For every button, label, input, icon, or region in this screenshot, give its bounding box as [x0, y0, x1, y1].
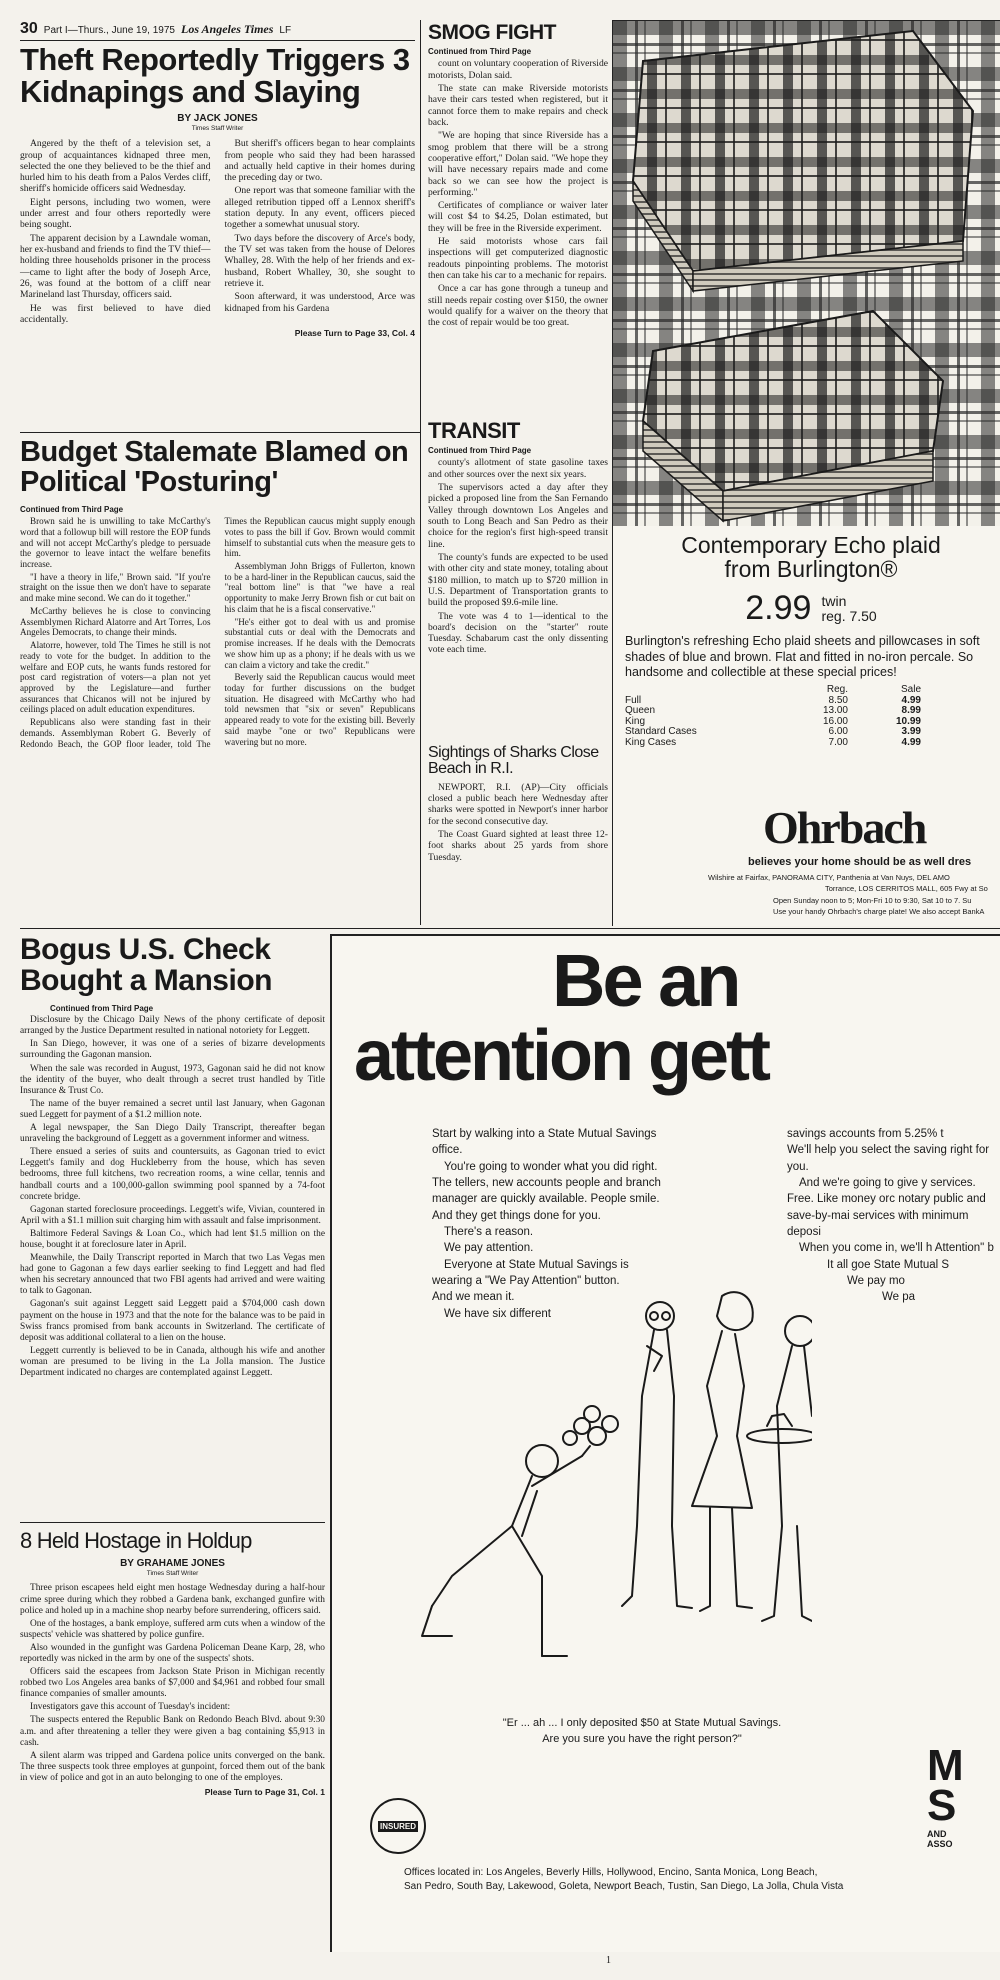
sm-right-paragraph: It all goe State Mutual S [827, 1258, 950, 1271]
ad-price-row: Queen 13.00 8.99 [625, 705, 921, 717]
hostage-article [20, 1530, 325, 1797]
ad-price-block [625, 589, 997, 628]
sm-right-paragraph: savings accounts from 5.25% t [787, 1128, 944, 1140]
budget-paragraph: Brown said he is unwilling to take McCarthy's word that a followup bill will restore the EOP funds and will not accept McCarthy's pledge to persuade the governor to leave intact the welfare benefits increase. [20, 516, 211, 570]
bogus-paragraph: Gagonan's suit against Leggett said Leggett paid a $704,000 cash down payment on the house in 1973 and that the note for the balance was to be paid in Swiss francs promised from bank accounts in Switzerland. The certificate of deposit was additional collateral to a lien on the house. [20, 1299, 325, 1343]
sharks-paragraph: The Coast Guard sighted at least three 12-foot sharks about 25 yards from shore Tuesday. [428, 828, 608, 863]
transit-article [428, 420, 608, 658]
plaid-sheets-illustration [613, 21, 1000, 526]
bogus-paragraph: Gagonan started foreclosure proceedings. Leggett's wife, Vivian, countered in April with a $1.1 million suit charging him with assault and false imprisonment. [20, 1204, 325, 1226]
offices-line-1: Offices located in: Los Angeles, Beverly Hills, Hollywood, Encino, Santa Monica, Long Beach, [404, 1867, 818, 1878]
theft-paragraph: He was first believed to have died accidentally. [20, 302, 211, 325]
insured-badge [370, 1798, 426, 1854]
hostage-headline: 8 Held Hostage in Holdup [20, 1528, 252, 1553]
transit-body [428, 457, 608, 655]
budget-body [20, 516, 415, 749]
logo-letters: MS [927, 1746, 964, 1830]
paper-name: Los Angeles Times [180, 22, 274, 36]
transit-paragraph: The county's funds are expected to be used with other city and state money, totaling about $180 million, to match up to $720 million in U.S. Department of Transportation grants to build the proposed $9.6-mile line. [428, 551, 608, 609]
bogus-paragraph: In San Diego, however, it was one of a series of bizarre developments surrounding the Gagonan mansion. [20, 1039, 325, 1061]
bogus-paragraph: Leggett currently is believed to be in Canada, although his wife and another woman are presumed to be living in the La Jolla mansion. The Justice Department indicated no charges are contemplated against Leggett. [20, 1345, 325, 1378]
sharks-paragraph: NEWPORT, R.I. (AP)—City officials closed a public beach here Wednesday after sharks were spotted in Newport's inner harbor for the second consecutive day. [428, 781, 608, 827]
ohrbach-hours: Open Sunday noon to 5; Mon-Fri 10 to 9:30, Sat 10 to 7. Su [773, 896, 972, 905]
smog-paragraph: He said motorists whose cars fail inspections will get computerized diagnostic readouts pinpointing problems. The motorist then can take his car to a mechanic for repairs. [428, 236, 608, 282]
col-reg-label: Reg. [826, 684, 848, 696]
smog-paragraph: Once a car has gone through a tuneup and still needs repair costing over $150, the owner would qualify for a waiver on the theory that the cost of repair would be too great. [428, 283, 608, 329]
ad-title-line-1: Contemporary Echo plaid [681, 532, 941, 558]
ad-size: twin [821, 593, 847, 610]
theft-paragraph: Angered by the theft of a television set, a group of acquaintances kidnaped three men, selected the one they believed to be the thief and hurled him to his death from a Palos Verdes cliff, sheriff's homicide officers said Wednesday. [20, 138, 211, 195]
ad-price-header [625, 685, 925, 696]
ohrbach-stores-1: Wilshire at Fairfax, PANORAMA CITY, Panthenia at Van Nuys, DEL AMO [708, 873, 950, 882]
smog-paragraph: The state can make Riverside motorists have their cars tested when registered, but it cannot force them to make repairs and check back. [428, 83, 608, 128]
theft-byline-role: Times Staff Writer [191, 125, 244, 133]
sm-left-paragraph: We have six different [444, 1307, 551, 1320]
ad-title-line-2: from Burlington® [724, 556, 898, 583]
hostage-paragraph: Officers said the escapees from Jackson State Prison in Michigan recently robbed two Los Angeles area banks of $7,000 and $4,961 and robbed four small finance companies of smaller amounts. [20, 1667, 325, 1700]
budget-paragraph: "He's either got to deal with us and promise substantial cuts or deal with the Democrats and promise increases. If he deals with the Democrats we show him up as a phony; if he deals with us we can claim a victory and take the credit." [224, 616, 415, 670]
sm-left-paragraph: And we mean it. [432, 1291, 515, 1304]
statemutual-right-copy [787, 1126, 1000, 1306]
bogus-body [20, 1015, 325, 1379]
masthead-info: Part I—Thurs., June 19, 1975 [43, 25, 175, 36]
caption-line-1: "Er ... ah ... I only deposited $50 at State Mutual Savings. [502, 1717, 782, 1729]
ohrbach-logo: Ohrbach [763, 802, 926, 853]
ohrbach-tagline: believes your home should be as well dres [748, 856, 972, 868]
sm-right-paragraph: We pay mo [847, 1274, 905, 1287]
budget-paragraph: Assemblyman John Briggs of Fullerton, known to be a hard-liner in the Republican caucus, said the "real bottom line" is that "we have a real opportunity to make Jerry Brown fish or cut bait on his claim that he is a fiscal conservative." [224, 561, 415, 614]
sm-right-paragraph: And we're going to give y services. Free. Like money orc notary public and save-by-mai services with minimum deposi [787, 1176, 986, 1238]
sharks-article [428, 745, 608, 865]
theft-headline: Theft Reportedly Triggers 3 Kidnapings and Slaying [20, 42, 410, 109]
bogus-paragraph: Baltimore Federal Savings & Loan Co., which had lent $1.5 million on the house, bought it at foreclosure later in April. [20, 1228, 325, 1250]
theft-article [20, 44, 415, 338]
sm-left-paragraph: Start by walking into a State Mutual Savings office. [432, 1128, 657, 1157]
ohrbach-charge: Use your handy Ohrbach's charge plate! We also accept BankA [773, 907, 985, 916]
theft-paragraph: The apparent decision by a Lawndale woman, her ex-husband and friends to find the TV thief—holding three households prisoner in the process—came to light after the body of Joseph Arce, 26, was found at the bottom of a cliff near Marineland last Thursday, officers said. [20, 232, 211, 301]
hostage-jump-line: Please Turn to Page 31, Col. 1 [204, 1787, 325, 1798]
transit-paragraph: county's allotment of state gasoline taxes and other sources over the next six years. [428, 457, 608, 480]
sharks-headline: Sightings of Sharks Close Beach in R.I. [428, 744, 599, 778]
ohrbach-stores-2: Torrance, LOS CERRITOS MALL, 605 Fwy at So [825, 884, 988, 893]
smog-article [428, 22, 608, 331]
smog-headline: SMOG FIGHT [428, 21, 556, 44]
sharks-body [428, 782, 608, 863]
bogus-headline: Bogus U.S. Check Bought a Mansion [20, 933, 272, 997]
sm-left-paragraph: You're going to wonder what you did right. The tellers, new accounts people and branch manager are quickly available. People smile. And they get things done for you. [432, 1160, 661, 1222]
theft-paragraph: Two days before the discovery of Arce's body, the TV set was taken from the house of Delores Whalley, 28. With the help of her friends and ex-husband, Robert Whalley, 30, she sought to retrieve it. [224, 232, 415, 289]
theft-paragraph: Eight persons, including two women, were under arrest and four others reportedly were being sought. [20, 196, 211, 231]
transit-headline: TRANSIT [428, 418, 520, 443]
ad-reg-price: reg. 7.50 [821, 607, 877, 624]
statemutual-logo [927, 1746, 1000, 1849]
ad-price-row: King Cases 7.00 4.99 [625, 736, 921, 748]
cartoon-illustration [392, 1276, 812, 1696]
ad-price-row: King 16.00 10.99 [625, 715, 921, 727]
sm-right-paragraph: When you come in, we'll h Attention" b [799, 1242, 994, 1255]
statemutual-headline-1: Be an [552, 939, 739, 1022]
page-number: 30 [20, 20, 38, 37]
bogus-paragraph: There ensued a series of suits and countersuits, as Gagonan tried to evict Leggett's family and dog Huckleberry from the house, which has seven bedrooms, three full kitchens, two recreation rooms, a wine cellar, tennis and handball courts and a 100,000-gallon swimming pool spanned by a 74-foot concrete bridge. [20, 1147, 325, 1202]
ohrbach-ad-copy [625, 533, 997, 748]
plaid-bedding-photo [613, 21, 1000, 526]
hostage-paragraph: Investigators gave this account of Tuesday's incident: [30, 1702, 231, 1713]
ad-price-row: Standard Cases 6.00 3.99 [625, 726, 921, 738]
budget-paragraph: "I have a theory in life," Brown said. "If you're straight on the issue then we don't have to separate and make mine second. We can do it together." [20, 571, 211, 604]
statemutual-offices [404, 1866, 994, 1893]
edition: LF [279, 25, 292, 36]
budget-headline: Budget Stalemate Blamed on Political 'Posturing' [20, 436, 409, 498]
budget-paragraph: Beverly said the Republican caucus would meet today for further discussions on the budget situation. He disagreed with McCarthy who had told newsmen that "six or seven" Republicans appeared ready to vote for the existing bill. Beverly said maybe "one or two" Republicans were wavering but no more. [224, 672, 415, 747]
ad-price-table [625, 685, 925, 748]
statemutual-headline-2: attention gett [354, 1016, 768, 1096]
theft-byline: BY JACK JONES [177, 113, 258, 125]
bogus-paragraph: Disclosure by the Chicago Daily News of the phony certificate of deposit arranged by the Justice Department resulted in national notoriety for Leggett. [20, 1015, 325, 1037]
smog-body [428, 58, 608, 328]
statemutual-caption [412, 1716, 872, 1748]
ad-description: Burlington's refreshing Echo plaid sheets and pillowcases in soft shades of blue and brown. Flat and fitted in no-iron percale. So handsome and collectible at these special prices! [625, 634, 980, 679]
budget-paragraph: Republicans also were standing fast in their demands. Assemblyman Robert G. Beverly of Redondo Beach, the GOP floor leader, told The Times the Republican caucus might supply enough votes to pass the bill if Gov. Brown would commit himself to substantial cuts when the measure gets to him. [20, 516, 415, 749]
logo-small-1: AND [927, 1829, 947, 1840]
bogus-paragraph: The name of the buyer remained a secret until last January, when Gagonan sued Leggett for payment of a $1.2 million note. [20, 1098, 325, 1120]
bogus-paragraph: Meanwhile, the Daily Transcript reported in March that two Las Vegas men had gone to Gagonan a few days earlier seeking to find Leggett and had fled when his secretary announced that two FBI agents had arrived and were waiting to talk to Gagonan. [20, 1253, 325, 1297]
bogus-article [20, 935, 325, 1381]
sm-left-paragraph: We pay attention. [444, 1242, 534, 1255]
sm-left-paragraph: There's a reason. [444, 1225, 534, 1238]
ohrbach-ad [612, 20, 1000, 926]
hostage-paragraph: One of the hostages, a bank employe, suffered arm cuts when a window of the suspects' vehicle was shattered by police gunfire. [20, 1618, 325, 1640]
smog-continued: Continued from Third Page [428, 47, 532, 57]
budget-paragraph: McCarthy believes he is close to convincing Assemblymen Richard Alatorre and Art Torres, Los Angeles Democrats, to change their minds. [20, 605, 211, 638]
transit-paragraph: The supervisors acted a day after they picked a proposed line from the San Fernando Valley through downtown Los Angeles and south to Long Beach and San Pedro as their choice for the region's first high-speed transit line. [428, 482, 608, 550]
insured-badge-label: INSURED [379, 1821, 416, 1831]
budget-article [20, 438, 415, 749]
bogus-continued: Continued from Third Page [50, 1004, 154, 1014]
budget-paragraph: Alatorre, however, told The Times he still is not ready to vote for the budget. In addition to the welfare and EOP cuts, he wants funds restored for post card registration of voters—a plan not yet approved by the Legislature—and further assurances that Chicanos will not be injured by ceilings placed on adult education expenditures. [20, 640, 211, 715]
col-sale-label: Sale [900, 684, 921, 696]
transit-continued: Continued from Third Page [428, 446, 532, 456]
theft-paragraph: One report was that someone familiar with the alleged retribution tipped off a Lennox sheriff's station deputy. In any event, officers pieced together a somewhat unusual story. [224, 185, 415, 231]
theft-jump-line: Please Turn to Page 33, Col. 4 [294, 328, 415, 339]
smog-paragraph: "We are hoping that since Riverside has a smog problem that there will be a strong cooperative effort," Dolan said. "We hope they will have necessary repairs made and come back so we can see how the project is performing." [428, 130, 608, 198]
theft-paragraph: Soon afterward, it was understood, Arce was kidnaped from his Gardena [224, 291, 415, 314]
budget-continued: Continued from Third Page [20, 505, 124, 515]
ad-price: 2.99 [745, 589, 812, 628]
smog-paragraph: count on voluntary cooperation of Riverside motorists, Dolan said. [428, 58, 608, 81]
ad-price-detail [821, 594, 876, 623]
sm-right-paragraph: We pa [882, 1291, 916, 1304]
folio: 1 [606, 1955, 611, 1966]
sm-left-paragraph: Everyone at State Mutual Savings is wearing a "We Pay Attention" button. [432, 1258, 629, 1287]
ad-price-row: Full 8.50 4.99 [625, 694, 921, 706]
hostage-paragraph: Also wounded in the gunfight was Gardena Policeman Deane Karp, 28, who reportedly was nicked in the arm by one of the suspects' shots. [20, 1642, 325, 1664]
sm-right-paragraph: We'll help you select the saving right for you. [787, 1144, 990, 1173]
hostage-paragraph: A silent alarm was tripped and Gardena police units converged on the bank. The three suspects took three employes at gunpoint, forced them out of the bank in view of police and got in an auto belonging to one of the employes. [20, 1750, 325, 1783]
hostage-paragraph: The suspects entered the Republic Bank on Redondo Beach Blvd. about 9:30 a.m. and after threatening a teller they were given a bag containing $5,913 in cash. [20, 1715, 325, 1748]
hostage-byline-role: Times Staff Writer [146, 1570, 199, 1578]
logo-small-2: ASSO [927, 1839, 953, 1850]
theft-paragraph: But sheriff's officers began to hear complaints from people who said they had been harassed and actually held captive in their homes during the preceding day or two. [224, 138, 415, 184]
masthead [20, 20, 415, 38]
transit-paragraph: The vote was 4 to 1—identical to the board's decision on the "starter" route Tuesday. Schabarum cast the only dissenting vote each time. [428, 610, 608, 656]
hostage-body [20, 1583, 325, 1784]
hostage-byline: BY GRAHAME JONES [120, 1558, 225, 1570]
bogus-paragraph: When the sale was recorded in August, 1973, Gagonan said he did not know the identity of the buyer, who dealt through a secret trust handled by Title Insurance & Trust Co. [20, 1063, 325, 1096]
hostage-paragraph: Three prison escapees held eight men hostage Wednesday during a half-hour crime spree during which they robbed a Gardena bank, exchanged gunfire with police and holed up in a machine shop nearby before surrendering, officers said. [20, 1583, 325, 1616]
caption-line-2: Are you sure you have the right person?" [542, 1732, 742, 1745]
theft-body [20, 138, 415, 325]
statemutual-ad [330, 934, 1000, 1952]
smog-paragraph: Certificates of compliance or waiver later will cost $4 to $4.25, Dolan estimated, but they will be free in the Riverside experiment. [428, 200, 608, 234]
bogus-paragraph: A legal newspaper, the San Diego Daily Transcript, thereafter began unraveling the background of Leggett as a government informer and witness. [20, 1123, 325, 1145]
offices-line-2: San Pedro, South Bay, Lakewood, Goleta, Newport Beach, Tustin, San Diego, La Jolla, Chula Vista [404, 1880, 844, 1892]
